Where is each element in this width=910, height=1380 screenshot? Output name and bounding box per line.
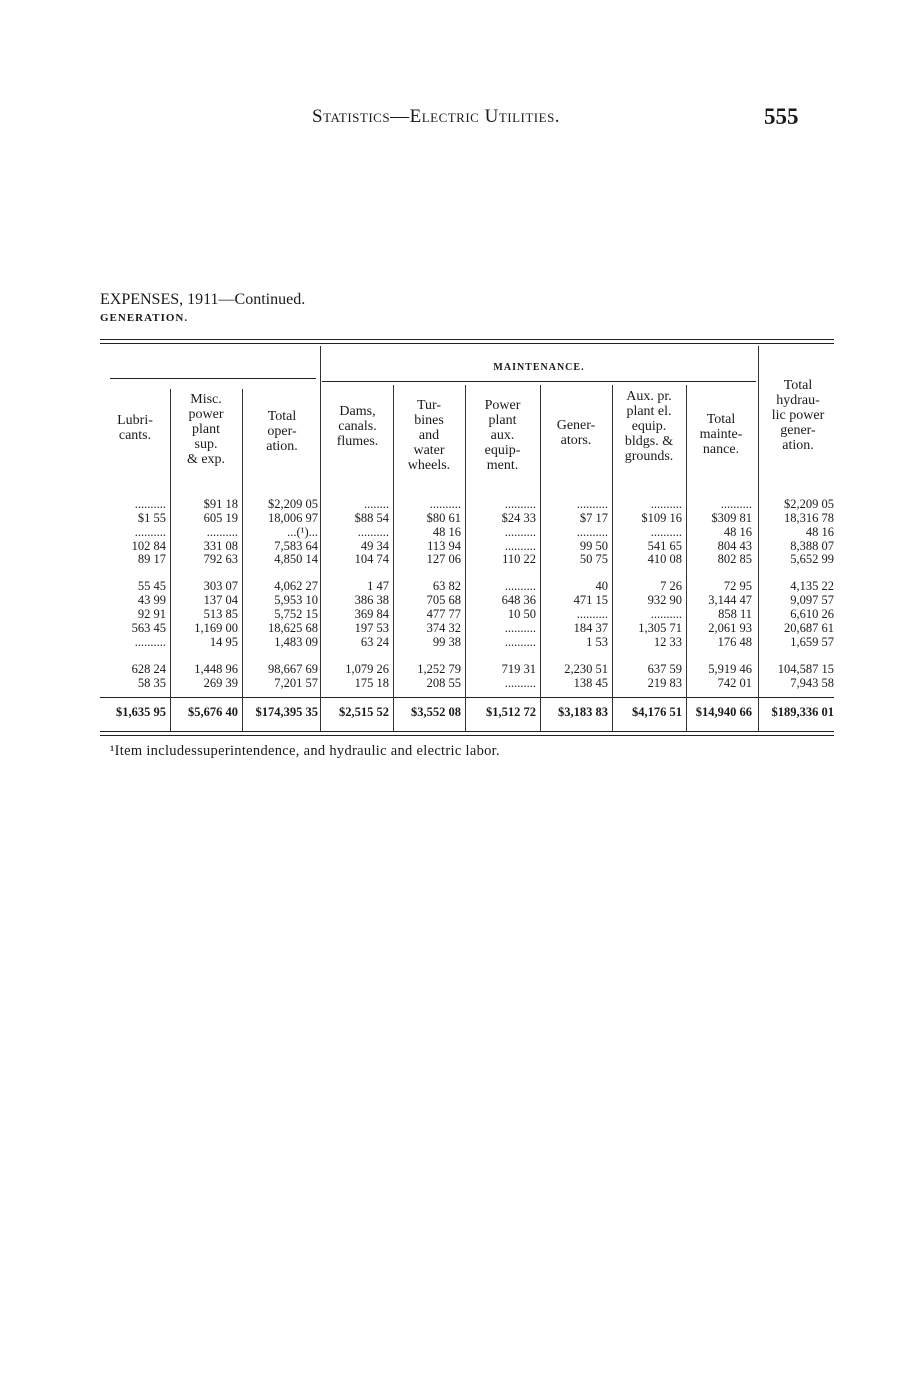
column-header: Power plant aux. equip- ment. [484, 398, 521, 473]
table-cell: 637 59 [647, 662, 682, 676]
total-cell: $189,336 01 [771, 705, 834, 719]
table-cell: 269 39 [203, 676, 238, 690]
footnote: ¹Item includessuperintendence, and hydraulic and electric labor. [110, 743, 500, 759]
table-cell: 804 43 [717, 539, 752, 553]
table-cell: 102 84 [131, 539, 166, 553]
table-cell: 5,919 46 [708, 662, 752, 676]
table-cell: 4,850 14 [274, 552, 318, 566]
table-cell: 7,583 64 [274, 539, 318, 553]
table-cell: 18,625 68 [268, 621, 318, 635]
table-cell: 2,230 51 [564, 662, 608, 676]
total-cell: $2,515 52 [339, 705, 389, 719]
column-header: Total mainte- nance. [699, 412, 743, 457]
column-divider [393, 385, 394, 731]
table-cell: .......... [650, 525, 682, 539]
table-cell: 72 95 [723, 579, 752, 593]
table-cell: 7,201 57 [274, 676, 318, 690]
table-cell: 471 15 [573, 593, 608, 607]
table-cell: $2,209 05 [268, 497, 318, 511]
table-cell: .......... [134, 497, 166, 511]
table-cell: 3,144 47 [708, 593, 752, 607]
table-cell: 43 99 [137, 593, 166, 607]
table-cell: 1,483 09 [274, 635, 318, 649]
column-divider [465, 385, 466, 731]
table-cell: 20,687 61 [784, 621, 834, 635]
table-top-rule [100, 339, 834, 340]
table-cell: .......... [504, 497, 536, 511]
table-cell: 63 24 [360, 635, 389, 649]
table-cell: 410 08 [647, 552, 682, 566]
table-cell: 1,448 96 [194, 662, 238, 676]
table-cell: 705 68 [426, 593, 461, 607]
table-cell: 628 24 [131, 662, 166, 676]
table-cell: 1,305 71 [638, 621, 682, 635]
table-cell: .......... [134, 525, 166, 539]
table-cell: 1,169 00 [194, 621, 238, 635]
table-cell: .......... [357, 525, 389, 539]
table-cell: $309 81 [711, 511, 752, 525]
column-header: Dams, canals. flumes. [336, 404, 379, 449]
table-cell: $7 17 [579, 511, 608, 525]
column-divider [758, 346, 759, 731]
table-cell: 742 01 [717, 676, 752, 690]
table-cell: $91 18 [203, 497, 238, 511]
table-cell: 104 74 [354, 552, 389, 566]
total-cell: $3,183 83 [558, 705, 608, 719]
table-cell: $88 54 [354, 511, 389, 525]
table-cell: 792 63 [203, 552, 238, 566]
table-cell: .......... [650, 497, 682, 511]
table-cell: 605 19 [203, 511, 238, 525]
section-subtitle: GENERATION. [100, 312, 189, 324]
table-cell: 49 34 [360, 539, 389, 553]
table-cell: 48 16 [432, 525, 461, 539]
table-cell: .......... [576, 607, 608, 621]
table-cell: 110 22 [502, 552, 536, 566]
table-cell: .......... [429, 497, 461, 511]
table-cell: 55 45 [137, 579, 166, 593]
column-header: Gener- ators. [556, 418, 596, 448]
column-header: Misc. power plant sup. & exp. [186, 392, 226, 467]
maintenance-rule [322, 381, 756, 382]
table-cell: .......... [720, 497, 752, 511]
section-title: EXPENSES, 1911—Continued. [100, 291, 306, 308]
table-cell: 197 53 [354, 621, 389, 635]
table-top-rule-2 [100, 343, 834, 344]
table-cell: $80 61 [426, 511, 461, 525]
table-cell: 7 26 [660, 579, 682, 593]
table-cell: 99 50 [579, 539, 608, 553]
column-divider [686, 385, 687, 731]
table-cell: .......... [576, 525, 608, 539]
table-cell: 6,610 26 [790, 607, 834, 621]
table-cell: .......... [576, 497, 608, 511]
table-cell: .......... [134, 635, 166, 649]
table-cell: 303 07 [203, 579, 238, 593]
table-cell: 138 45 [573, 676, 608, 690]
table-cell: .......... [504, 621, 536, 635]
table-bottom-rule-2 [100, 735, 834, 736]
table-cell: 48 16 [723, 525, 752, 539]
column-header: Total oper- ation. [266, 409, 298, 454]
table-cell: 5,752 15 [274, 607, 318, 621]
table-cell: 92 91 [137, 607, 166, 621]
table-cell: 7,943 58 [790, 676, 834, 690]
table-cell: 932 90 [647, 593, 682, 607]
table-cell: $2,209 05 [784, 497, 834, 511]
table-cell: 858 11 [718, 607, 752, 621]
table-cell: 104,587 15 [777, 662, 834, 676]
table-cell: 18,316 78 [784, 511, 834, 525]
table-cell: 10 50 [507, 607, 536, 621]
header-rule [110, 378, 316, 379]
table-cell: 541 65 [647, 539, 682, 553]
table-cell: 63 82 [432, 579, 461, 593]
column-divider [242, 389, 243, 731]
table-cell: $1 55 [137, 511, 166, 525]
table-cell: 50 75 [579, 552, 608, 566]
column-divider [320, 346, 321, 731]
table-cell: 208 55 [426, 676, 461, 690]
table-cell: 719 31 [501, 662, 536, 676]
total-cell: $1,512 72 [486, 705, 536, 719]
column-header: Tur- bines and water wheels. [407, 398, 451, 473]
table-cell: 1 47 [367, 579, 389, 593]
table-cell: 137 04 [203, 593, 238, 607]
maintenance-group-header: MAINTENANCE. [493, 362, 585, 373]
table-cell: 175 18 [354, 676, 389, 690]
table-cell: 5,652 99 [790, 552, 834, 566]
table-cell: 219 83 [647, 676, 682, 690]
table-cell: 2,061 93 [708, 621, 752, 635]
table-cell: ........ [364, 497, 389, 511]
table-cell: .......... [504, 579, 536, 593]
table-cell: 513 85 [203, 607, 238, 621]
column-divider [170, 389, 171, 731]
table-cell: 58 35 [137, 676, 166, 690]
table-cell: 12 33 [653, 635, 682, 649]
column-divider [540, 385, 541, 731]
column-header: Lubri- cants. [117, 413, 153, 443]
column-header: Aux. pr. plant el. equip. bldgs. & grounds. [624, 389, 674, 464]
table-cell: 48 16 [805, 525, 834, 539]
column-divider [612, 385, 613, 731]
table-cell: 1,252 79 [417, 662, 461, 676]
total-cell: $4,176 51 [632, 705, 682, 719]
table-cell: 563 45 [131, 621, 166, 635]
total-cell: $1,635 95 [116, 705, 166, 719]
table-cell: 113 94 [427, 539, 461, 553]
table-cell: .......... [504, 635, 536, 649]
table-cell: 386 38 [354, 593, 389, 607]
table-cell: 89 17 [137, 552, 166, 566]
table-cell: 98,667 69 [268, 662, 318, 676]
table-cell: 1 53 [586, 635, 608, 649]
table-cell: $24 33 [501, 511, 536, 525]
table-cell: .......... [504, 525, 536, 539]
table-cell: 648 36 [501, 593, 536, 607]
table-cell: .......... [504, 539, 536, 553]
table-cell: ...(¹)... [287, 525, 318, 539]
table-cell: 477 77 [426, 607, 461, 621]
table-cell: 9,097 57 [790, 593, 834, 607]
running-head: Statistics—Electric Utilities. [312, 106, 561, 127]
table-cell: 4,062 27 [274, 579, 318, 593]
table-cell: 5,953 10 [274, 593, 318, 607]
table-cell: 14 95 [209, 635, 238, 649]
table-cell: .......... [504, 676, 536, 690]
table-cell: 1,659 57 [790, 635, 834, 649]
table-cell: 184 37 [573, 621, 608, 635]
table-bottom-rule [100, 731, 834, 732]
table-cell: 802 85 [717, 552, 752, 566]
table-cell: 374 32 [426, 621, 461, 635]
table-cell: 369 84 [354, 607, 389, 621]
table-cell: 127 06 [426, 552, 461, 566]
table-cell: 8,388 07 [790, 539, 834, 553]
total-cell: $5,676 40 [188, 705, 238, 719]
total-cell: $14,940 66 [695, 705, 752, 719]
table-cell: 1,079 26 [345, 662, 389, 676]
table-cell: .......... [650, 607, 682, 621]
table-cell: 176 48 [717, 635, 752, 649]
total-cell: $3,552 08 [411, 705, 461, 719]
table-cell: 40 [595, 579, 608, 593]
total-cell: $174,395 35 [255, 705, 318, 719]
table-cell: .......... [206, 525, 238, 539]
page-number: 555 [764, 104, 799, 129]
table-cell: $109 16 [641, 511, 682, 525]
column-header: Total hydrau- lic power gener- ation. [771, 378, 825, 453]
table-cell: 331 08 [203, 539, 238, 553]
table-cell: 99 38 [432, 635, 461, 649]
table-cell: 18,006 97 [268, 511, 318, 525]
table-cell: 4,135 22 [790, 579, 834, 593]
totals-rule [100, 697, 834, 698]
